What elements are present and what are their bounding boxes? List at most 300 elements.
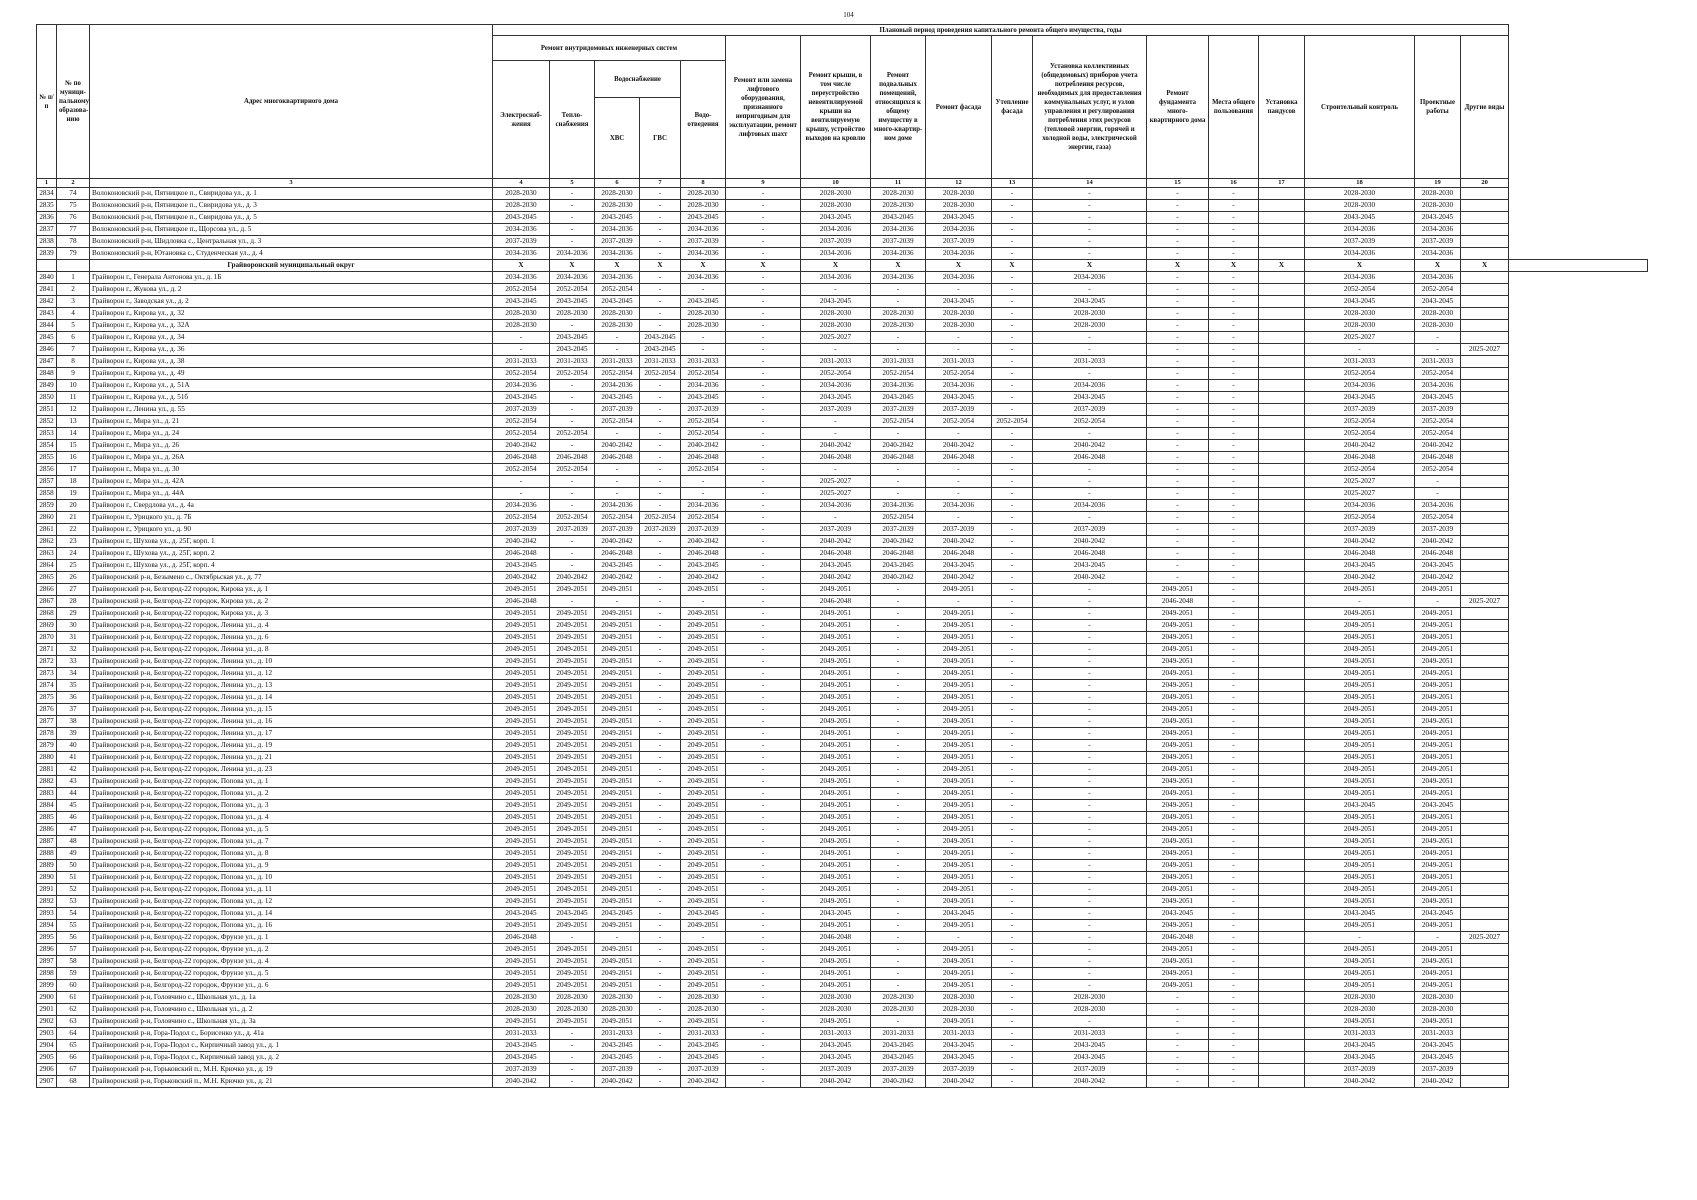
period-cell: - [1209, 440, 1259, 452]
period-cell: - [992, 272, 1033, 284]
municipal-number: 22 [57, 524, 90, 536]
column-number: 8 [681, 179, 726, 188]
period-cell: 2049-2051 [550, 1016, 595, 1028]
period-cell [1259, 872, 1305, 884]
row-number [37, 260, 57, 272]
period-cell: 2025-2027 [801, 332, 871, 344]
period-cell: - [1209, 476, 1259, 488]
period-cell: 2046-2048 [1147, 932, 1209, 944]
period-cell: 2037-2039 [926, 236, 992, 248]
table-row [37, 296, 1648, 308]
period-cell: 2046-2048 [595, 452, 640, 464]
period-cell [1259, 620, 1305, 632]
period-cell: - [681, 284, 726, 296]
period-cell: 2046-2048 [801, 548, 871, 560]
period-cell: - [992, 368, 1033, 380]
period-cell: 2049-2051 [1305, 764, 1415, 776]
period-cell: 2031-2033 [640, 356, 681, 368]
municipal-number: 29 [57, 608, 90, 620]
period-cell: 2049-2051 [595, 944, 640, 956]
period-cell [1259, 188, 1305, 200]
period-cell: 2046-2048 [801, 452, 871, 464]
period-cell: - [992, 860, 1033, 872]
period-cell: - [871, 656, 926, 668]
period-cell: - [871, 428, 926, 440]
table-row [37, 356, 1648, 368]
period-cell: - [926, 512, 992, 524]
period-cell: - [726, 188, 801, 200]
period-cell [1461, 368, 1509, 380]
period-cell [1461, 212, 1509, 224]
period-cell: - [992, 980, 1033, 992]
period-cell: 2028-2030 [1415, 188, 1461, 200]
period-cell [1461, 656, 1509, 668]
header-ramps: Установка пандусов [1259, 36, 1305, 179]
address-cell: Грайворонский р-н, Белгород-22 городок, Попова ул., д. 7 [90, 836, 493, 848]
period-cell: - [726, 284, 801, 296]
period-cell: 2043-2045 [595, 212, 640, 224]
period-cell [1259, 404, 1305, 416]
row-number: 2857 [37, 476, 57, 488]
period-cell [1461, 584, 1509, 596]
period-cell: - [1209, 308, 1259, 320]
address-cell: Грайворонский р-н, Головчино с., Школьная ул., д. 3а [90, 1016, 493, 1028]
municipal-number: 62 [57, 1004, 90, 1016]
table-row [37, 308, 1648, 320]
municipal-number: 77 [57, 224, 90, 236]
table-row [37, 224, 1648, 236]
period-cell: 2049-2051 [550, 620, 595, 632]
period-cell: 2034-2036 [595, 224, 640, 236]
period-cell: - [1209, 212, 1259, 224]
period-cell: - [640, 212, 681, 224]
period-cell [1259, 980, 1305, 992]
period-cell: 2043-2045 [926, 392, 992, 404]
period-cell: - [726, 716, 801, 728]
table-row [37, 980, 1648, 992]
period-cell: - [726, 560, 801, 572]
table-row [37, 1016, 1648, 1028]
period-cell: 2049-2051 [681, 944, 726, 956]
period-cell: - [871, 800, 926, 812]
period-cell: - [871, 896, 926, 908]
period-cell: 2049-2051 [1147, 620, 1209, 632]
period-cell [1259, 848, 1305, 860]
period-cell: - [726, 548, 801, 560]
address-cell: Грайворонский р-н, Безымено с., Октябрьская ул., д. 77 [90, 572, 493, 584]
period-cell: 2049-2051 [926, 980, 992, 992]
column-number: 3 [90, 179, 493, 188]
period-cell: - [1147, 212, 1209, 224]
period-cell: - [1147, 1016, 1209, 1028]
period-cell [1461, 1016, 1509, 1028]
period-cell: - [992, 464, 1033, 476]
table-row [37, 1028, 1648, 1040]
period-cell: - [550, 416, 595, 428]
period-cell: - [992, 956, 1033, 968]
period-cell: - [640, 248, 681, 260]
period-cell: 2049-2051 [926, 812, 992, 824]
period-cell: - [681, 488, 726, 500]
period-cell [1461, 428, 1509, 440]
period-cell: - [1147, 524, 1209, 536]
period-cell: 2049-2051 [801, 920, 871, 932]
period-cell: - [1033, 800, 1147, 812]
period-cell [1259, 608, 1305, 620]
row-number: 2844 [37, 320, 57, 332]
period-cell: - [1209, 920, 1259, 932]
period-cell: 2049-2051 [926, 1016, 992, 1028]
row-number: 2847 [37, 356, 57, 368]
period-cell: 2043-2045 [550, 908, 595, 920]
period-cell: 2043-2045 [681, 1052, 726, 1064]
column-number: 5 [550, 179, 595, 188]
period-cell: - [1209, 1028, 1259, 1040]
period-cell: 2043-2045 [801, 908, 871, 920]
period-cell: - [726, 992, 801, 1004]
period-cell: 2049-2051 [1147, 812, 1209, 824]
period-cell: 2049-2051 [1305, 824, 1415, 836]
period-cell: - [1209, 836, 1259, 848]
row-number: 2840 [37, 272, 57, 284]
period-cell: - [992, 1064, 1033, 1076]
period-cell: 2049-2051 [595, 680, 640, 692]
period-cell: 2049-2051 [801, 704, 871, 716]
period-cell: 2049-2051 [1415, 740, 1461, 752]
period-cell: - [550, 404, 595, 416]
row-number: 2876 [37, 704, 57, 716]
period-cell [1259, 908, 1305, 920]
period-cell: 2043-2045 [1305, 1040, 1415, 1052]
period-cell: 2049-2051 [801, 968, 871, 980]
period-cell: - [871, 692, 926, 704]
period-cell: - [493, 488, 550, 500]
period-cell: 2046-2048 [493, 452, 550, 464]
period-cell: - [1033, 332, 1147, 344]
period-cell: - [992, 728, 1033, 740]
period-cell: 2043-2045 [493, 908, 550, 920]
period-cell: 2025-2027 [801, 476, 871, 488]
period-cell: 2049-2051 [1305, 848, 1415, 860]
period-cell: 2052-2054 [550, 512, 595, 524]
period-cell: - [640, 416, 681, 428]
period-cell: 2049-2051 [493, 896, 550, 908]
table-row [37, 776, 1648, 788]
period-cell: - [595, 428, 640, 440]
address-cell: Грайворон г., Шухова ул., д. 25Г, корп. 1 [90, 536, 493, 548]
period-cell: 2043-2045 [1033, 560, 1147, 572]
period-cell: - [1305, 596, 1415, 608]
period-cell: 2049-2051 [550, 872, 595, 884]
period-cell: 2049-2051 [1415, 692, 1461, 704]
period-cell: - [1209, 404, 1259, 416]
table-row [37, 992, 1648, 1004]
period-cell: - [992, 944, 1033, 956]
address-cell: Грайворонский р-н, Белгород-22 городок, Ленина ул., д. 10 [90, 656, 493, 668]
municipal-number: 25 [57, 560, 90, 572]
header-address: Адрес многоквартирного дома [90, 25, 493, 179]
address-cell: Грайворонский р-н, Белгород-22 городок, Ленина ул., д. 23 [90, 764, 493, 776]
period-cell: 2040-2042 [801, 572, 871, 584]
period-cell: 2052-2054 [493, 284, 550, 296]
period-cell: 2049-2051 [801, 764, 871, 776]
period-cell: 2049-2051 [550, 788, 595, 800]
period-cell: 2040-2042 [1415, 1076, 1461, 1088]
period-cell [1461, 824, 1509, 836]
period-cell [1461, 812, 1509, 824]
period-cell: - [1209, 572, 1259, 584]
period-cell [1259, 752, 1305, 764]
period-cell: 2049-2051 [595, 872, 640, 884]
period-cell: - [1033, 368, 1147, 380]
period-cell: - [726, 440, 801, 452]
period-cell: 2049-2051 [1147, 956, 1209, 968]
period-cell: - [640, 1028, 681, 1040]
period-cell: 2052-2054 [1033, 416, 1147, 428]
address-cell: Грайворонский р-н, Белгород-22 городок, Попова ул., д. 12 [90, 896, 493, 908]
column-number: 1 [37, 179, 57, 188]
period-cell: 2049-2051 [681, 584, 726, 596]
period-cell: 2049-2051 [595, 668, 640, 680]
period-cell: - [550, 488, 595, 500]
period-cell: - [992, 440, 1033, 452]
period-cell: - [726, 320, 801, 332]
period-cell: 2049-2051 [493, 656, 550, 668]
period-cell: - [550, 1028, 595, 1040]
period-cell: 2049-2051 [1305, 680, 1415, 692]
period-cell: 2043-2045 [801, 392, 871, 404]
period-cell: 2028-2030 [1305, 308, 1415, 320]
period-cell: 2049-2051 [1415, 752, 1461, 764]
period-cell: 2046-2048 [681, 548, 726, 560]
period-cell: 2043-2045 [493, 296, 550, 308]
period-cell: - [640, 764, 681, 776]
period-cell [1461, 248, 1509, 260]
address-cell: Грайворонский р-н, Головчино с., Школьная ул., д. 2 [90, 1004, 493, 1016]
period-cell: 2043-2045 [871, 1040, 926, 1052]
period-cell: 2049-2051 [926, 680, 992, 692]
period-cell: 2028-2030 [1305, 992, 1415, 1004]
period-cell: 2043-2045 [493, 560, 550, 572]
period-cell: 2046-2048 [595, 548, 640, 560]
period-cell: 2040-2042 [681, 440, 726, 452]
municipal-number: 39 [57, 728, 90, 740]
period-cell: 2049-2051 [550, 692, 595, 704]
period-cell: 2052-2054 [1415, 464, 1461, 476]
municipal-number: 24 [57, 548, 90, 560]
municipal-number: 23 [57, 536, 90, 548]
period-cell: - [726, 644, 801, 656]
period-cell: - [681, 476, 726, 488]
municipal-number: 51 [57, 872, 90, 884]
period-cell [1259, 560, 1305, 572]
period-cell: 2049-2051 [1147, 680, 1209, 692]
period-cell: - [1033, 836, 1147, 848]
period-cell: - [640, 452, 681, 464]
period-cell [1259, 200, 1305, 212]
period-cell [1461, 1040, 1509, 1052]
period-cell: - [1033, 1016, 1147, 1028]
period-cell: 2049-2051 [681, 608, 726, 620]
period-cell: - [1209, 224, 1259, 236]
period-cell: - [493, 344, 550, 356]
period-cell [1461, 752, 1509, 764]
address-cell: Грайворонский р-н, Белгород-22 городок, Ленина ул., д. 15 [90, 704, 493, 716]
period-cell: - [726, 884, 801, 896]
period-cell: - [1147, 1004, 1209, 1016]
period-cell [1259, 680, 1305, 692]
address-cell: Грайворон г., Жукова ул., д. 2 [90, 284, 493, 296]
period-cell: - [1209, 968, 1259, 980]
table-row [37, 920, 1648, 932]
period-cell: 2040-2042 [493, 536, 550, 548]
period-cell: - [726, 404, 801, 416]
period-cell: 2049-2051 [926, 920, 992, 932]
table-row [37, 200, 1648, 212]
address-cell: Грайворон г., Кирова ул., д. 38 [90, 356, 493, 368]
period-cell: 2049-2051 [801, 1016, 871, 1028]
header-meters: Установка коллективных (общедомовых) приборов учета потребления ресурсов, необходимых для предоставления коммунальных услуг, и узлов управления и регулирования потребления этих ресурсов (тепловой энергии, горячей и холодной воды, электрической энергии, газа) [1033, 36, 1147, 179]
period-cell: - [726, 1064, 801, 1076]
period-cell: 2052-2054 [871, 512, 926, 524]
period-cell [1461, 536, 1509, 548]
period-cell: 2049-2051 [1147, 668, 1209, 680]
period-cell: - [1147, 404, 1209, 416]
period-cell [1259, 788, 1305, 800]
period-cell: 2049-2051 [595, 860, 640, 872]
period-cell: 2049-2051 [595, 836, 640, 848]
period-cell: 2049-2051 [681, 884, 726, 896]
period-cell: 2049-2051 [926, 656, 992, 668]
period-cell: - [1033, 512, 1147, 524]
period-cell: - [640, 944, 681, 956]
period-cell: 2049-2051 [595, 812, 640, 824]
period-cell [1259, 728, 1305, 740]
period-cell: 2049-2051 [493, 716, 550, 728]
period-cell: 2040-2042 [493, 1076, 550, 1088]
period-cell: 2049-2051 [493, 1016, 550, 1028]
table-row [37, 800, 1648, 812]
municipal-number: 66 [57, 1052, 90, 1064]
period-cell [1461, 1076, 1509, 1088]
period-cell: - [640, 560, 681, 572]
period-cell: 2049-2051 [595, 824, 640, 836]
address-cell: Грайворонский р-н, Белгород-22 городок, Попова ул., д. 8 [90, 848, 493, 860]
header-rownum: № п/п [37, 25, 57, 179]
address-cell: Грайворонский р-н, Головчино с., Школьная ул., д. 1а [90, 992, 493, 1004]
row-number: 2880 [37, 752, 57, 764]
period-cell: 2052-2054 [595, 416, 640, 428]
period-cell: 2049-2051 [1305, 836, 1415, 848]
period-cell: - [726, 980, 801, 992]
period-cell: 2040-2042 [871, 440, 926, 452]
period-cell: 2049-2051 [493, 944, 550, 956]
period-cell: - [801, 344, 871, 356]
period-cell: - [640, 296, 681, 308]
period-cell: - [992, 188, 1033, 200]
period-cell: 2049-2051 [595, 968, 640, 980]
period-cell [1259, 320, 1305, 332]
period-cell: 2049-2051 [493, 836, 550, 848]
period-cell: 2040-2042 [1305, 572, 1415, 584]
row-number: 2894 [37, 920, 57, 932]
period-cell: 2040-2042 [550, 572, 595, 584]
period-cell: - [681, 332, 726, 344]
period-cell: 2028-2030 [493, 188, 550, 200]
period-cell: 2049-2051 [1305, 656, 1415, 668]
period-cell: 2049-2051 [595, 788, 640, 800]
period-cell: 2043-2045 [1415, 296, 1461, 308]
period-cell: 2034-2036 [926, 224, 992, 236]
period-cell: 2052-2054 [640, 368, 681, 380]
row-number: 2907 [37, 1076, 57, 1088]
period-cell: 2049-2051 [801, 812, 871, 824]
municipal-number: 27 [57, 584, 90, 596]
period-cell [1259, 860, 1305, 872]
period-cell: - [1033, 188, 1147, 200]
table-row [37, 812, 1648, 824]
period-cell: - [640, 848, 681, 860]
period-cell [1259, 968, 1305, 980]
period-cell: - [726, 776, 801, 788]
header-heating: Тепло-снабжения [550, 61, 595, 179]
period-cell: - [1147, 224, 1209, 236]
period-cell: - [726, 764, 801, 776]
municipal-number: 11 [57, 392, 90, 404]
period-cell: 2052-2054 [1415, 284, 1461, 296]
period-cell: 2049-2051 [595, 584, 640, 596]
period-cell: - [1033, 944, 1147, 956]
period-cell [1461, 284, 1509, 296]
period-cell: - [992, 1016, 1033, 1028]
period-cell: - [726, 356, 801, 368]
period-cell: - [992, 320, 1033, 332]
period-cell: 2052-2054 [1415, 512, 1461, 524]
period-cell: 2043-2045 [493, 392, 550, 404]
period-cell: 2052-2054 [1305, 416, 1415, 428]
period-cell: - [1033, 872, 1147, 884]
period-cell: - [726, 428, 801, 440]
period-cell: 2043-2045 [1033, 1040, 1147, 1052]
period-cell: - [640, 200, 681, 212]
table-row [37, 944, 1648, 956]
municipal-number: 37 [57, 704, 90, 716]
period-cell: - [550, 560, 595, 572]
period-cell: 2049-2051 [550, 944, 595, 956]
address-cell: Грайворонский р-н, Белгород-22 городок, Ленина ул., д. 13 [90, 680, 493, 692]
period-cell: 2037-2039 [1033, 1064, 1147, 1076]
period-cell: - [640, 692, 681, 704]
municipal-number: 34 [57, 668, 90, 680]
table-row [37, 284, 1648, 296]
period-cell: - [992, 872, 1033, 884]
header-gvs: ГВС [640, 98, 681, 179]
period-cell: 2049-2051 [493, 872, 550, 884]
period-cell [1461, 356, 1509, 368]
period-cell [1461, 896, 1509, 908]
period-cell: 2049-2051 [681, 764, 726, 776]
header-design-works: Проектные работы [1415, 36, 1461, 179]
period-cell: 2049-2051 [550, 728, 595, 740]
period-cell: - [595, 476, 640, 488]
municipal-number: 19 [57, 488, 90, 500]
period-cell: 2049-2051 [1147, 884, 1209, 896]
address-cell: Грайворон г., Свердлова ул., д. 4а [90, 500, 493, 512]
period-cell: - [640, 644, 681, 656]
period-cell: 2049-2051 [1305, 944, 1415, 956]
period-cell: - [1209, 188, 1259, 200]
period-cell: 2043-2045 [871, 392, 926, 404]
